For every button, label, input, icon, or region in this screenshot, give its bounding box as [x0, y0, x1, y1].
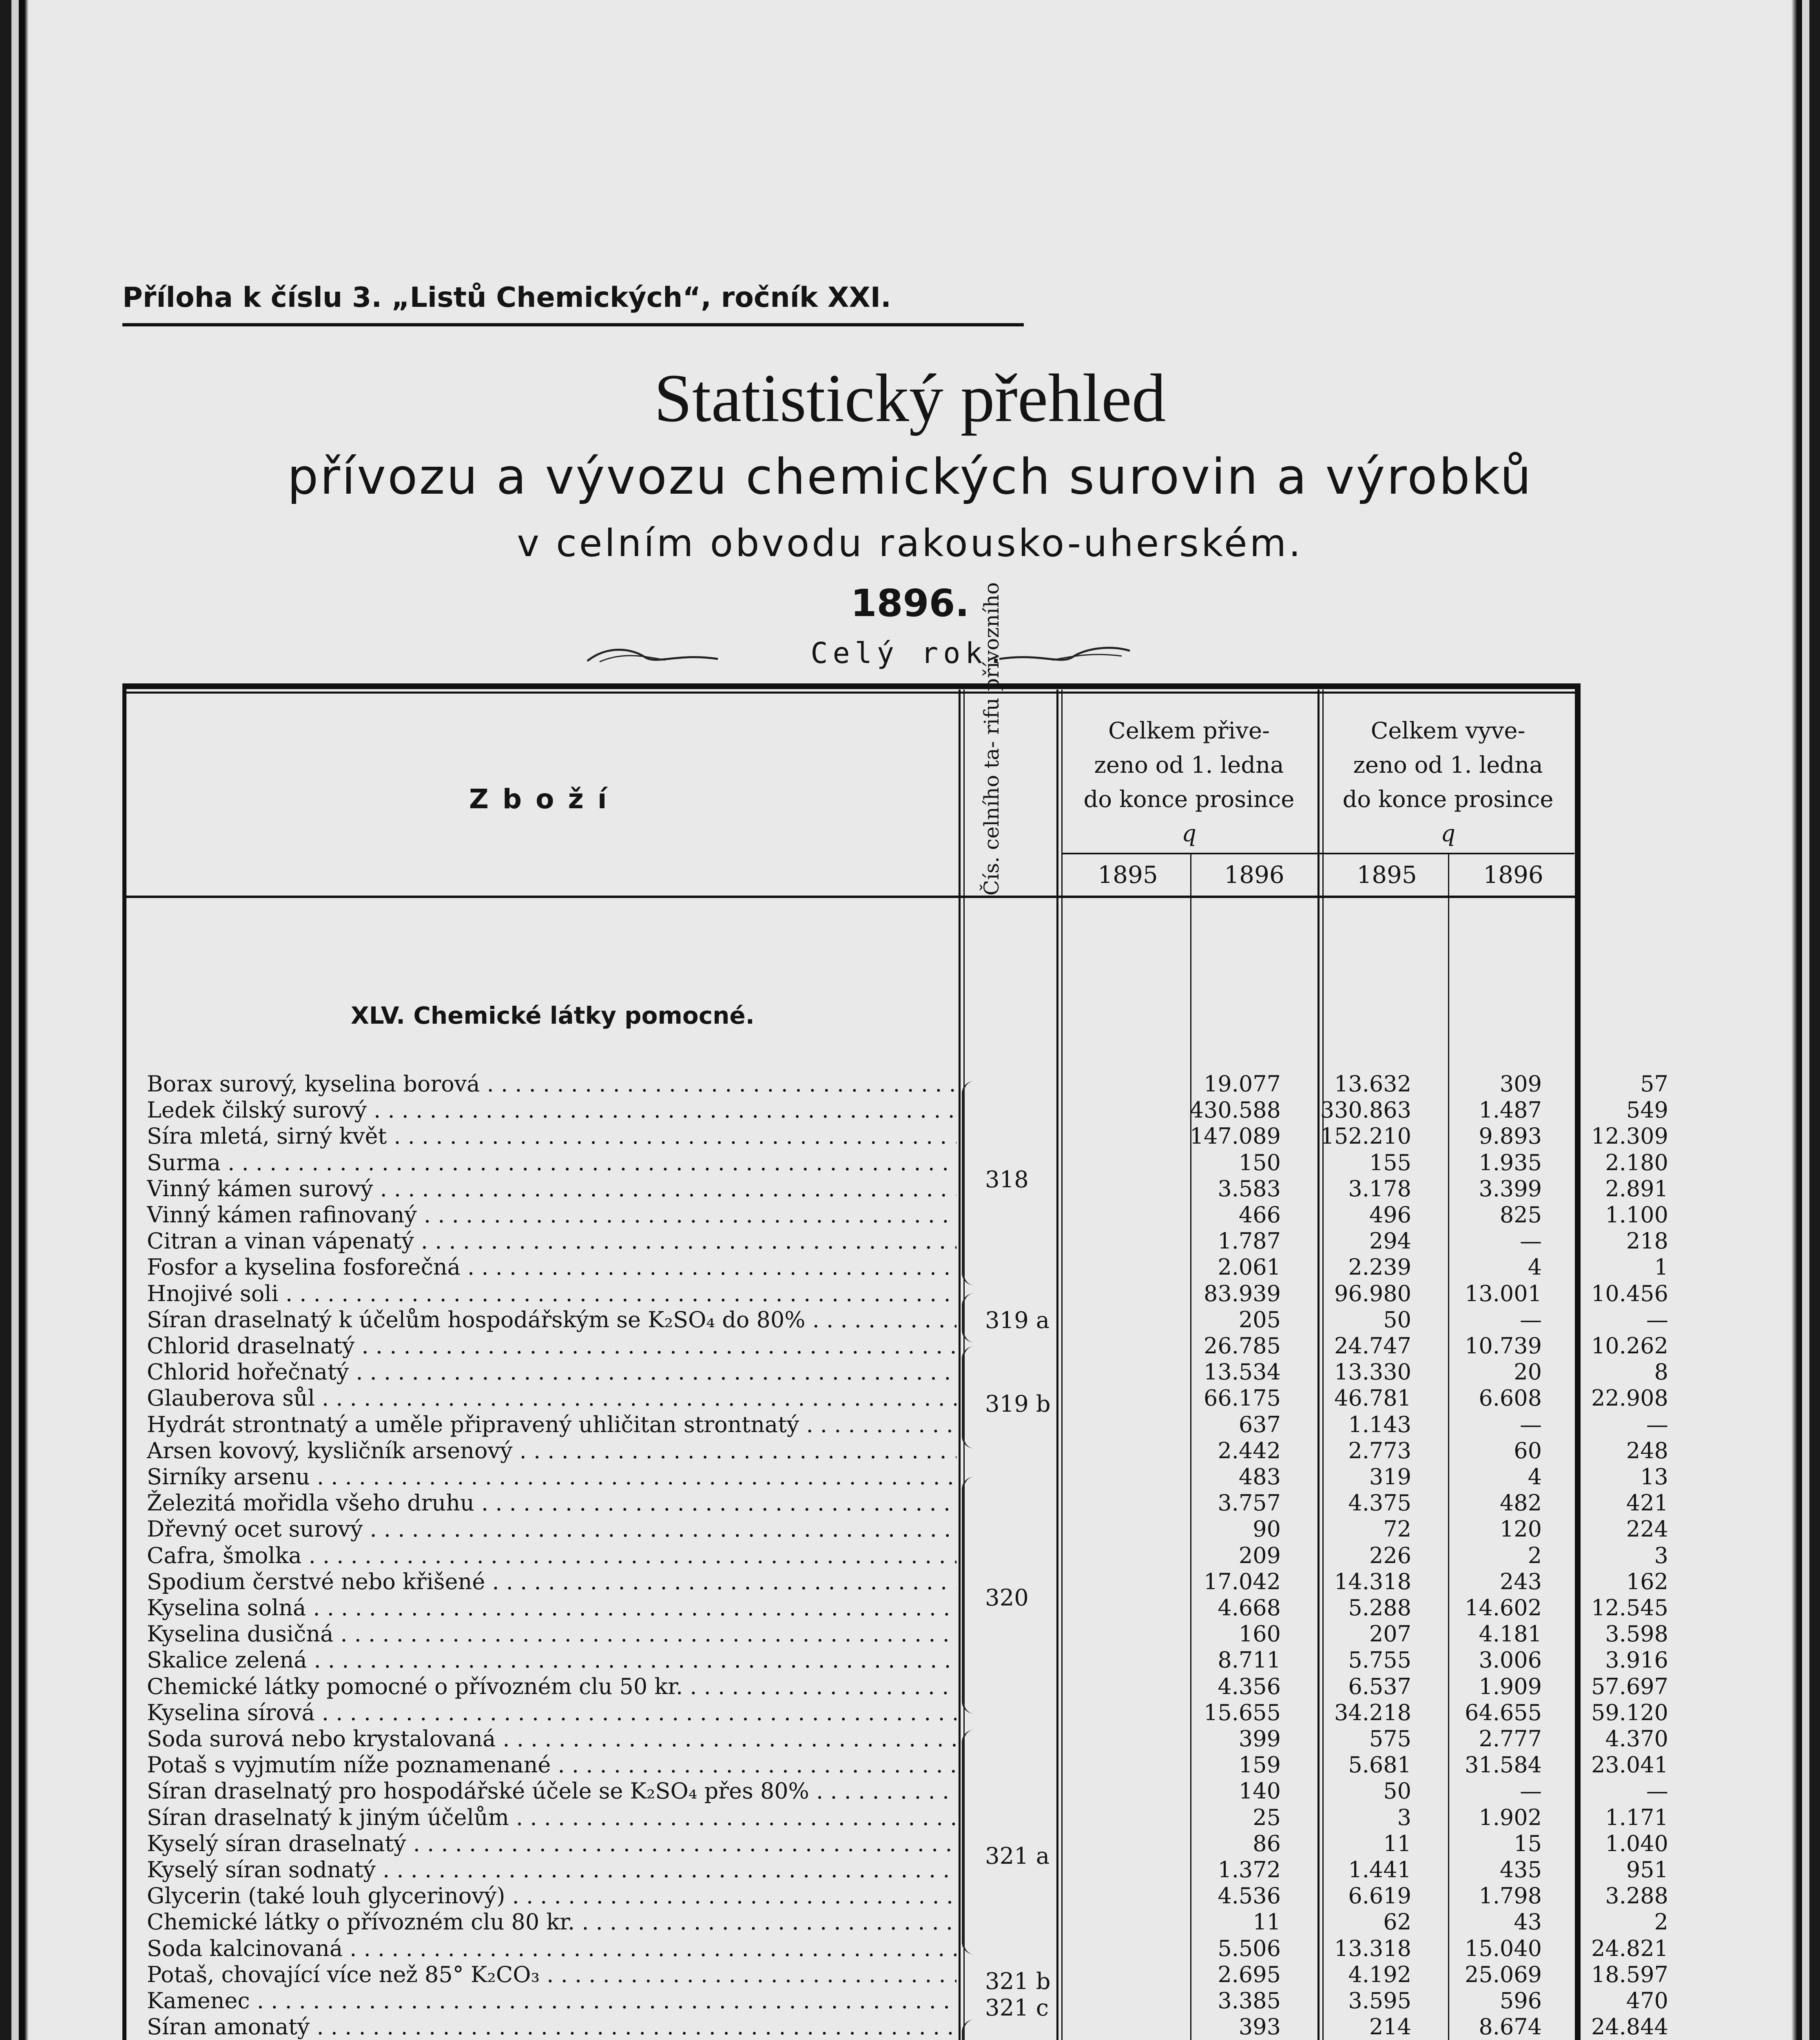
- table-row: [147, 1699, 1668, 1726]
- import-1896-value: 4.375: [1348, 1490, 1411, 1516]
- import-1895-value: 393: [1238, 2014, 1281, 2040]
- import-1895-value: 466: [1238, 1202, 1281, 1228]
- tariff-code: 319 a: [985, 1307, 1050, 1334]
- export-1895-value: 1.798: [1479, 1883, 1542, 1909]
- import-1895-value: 90: [1253, 1516, 1281, 1542]
- export-1896-value: 23.041: [1591, 1752, 1668, 1778]
- goods-name: Chemické látky pomocné o přívozném clu 50 kr. . . .: [147, 1674, 956, 1700]
- import-1896-value: 496: [1369, 1202, 1411, 1228]
- table-row: [147, 1202, 1668, 1228]
- goods-name: Glycerin (také louh glycerinový) . . .: [147, 1883, 956, 1909]
- table-row: [147, 1804, 1668, 1831]
- table-row: [147, 1149, 1668, 1176]
- table-row: [147, 1647, 1668, 1673]
- goods-name: Borax surový, kyselina borová . . .: [147, 1071, 956, 1097]
- import-1896-value: 1.441: [1348, 1857, 1411, 1883]
- table-row: [147, 1830, 1668, 1857]
- import-1895-value: 483: [1238, 1464, 1281, 1490]
- table-row: [147, 1175, 1668, 1202]
- import-1896-value: 24.747: [1334, 1333, 1411, 1359]
- goods-name: Citran a vinan vápenatý . . .: [147, 1228, 956, 1254]
- section-heading: XLV. Chemické látky pomocné.: [351, 1002, 755, 1029]
- export-1895-value: —: [1520, 1306, 1542, 1333]
- export-1895-value: 1.902: [1479, 1804, 1542, 1830]
- table-row: [147, 1359, 1668, 1385]
- import-1896-value: 330.863: [1320, 1097, 1411, 1123]
- import-1895-value: 4.536: [1218, 1883, 1281, 1909]
- import-1896-value: 50: [1383, 1306, 1411, 1333]
- table-row: [147, 1333, 1668, 1359]
- export-1896-value: —: [1646, 1411, 1668, 1437]
- export-1896-value: 951: [1626, 1857, 1668, 1883]
- export-1896-value: 13: [1640, 1464, 1668, 1490]
- export-1895-value: 43: [1514, 1909, 1542, 1935]
- export-1895-value: 4.181: [1479, 1621, 1542, 1647]
- table-row: [147, 1542, 1668, 1569]
- export-1895-value: 243: [1499, 1568, 1542, 1594]
- scan-edge-left: [0, 0, 29, 2040]
- tariff-code: 321 a: [985, 1843, 1050, 1869]
- tariff-code: 321 c: [985, 1995, 1049, 2021]
- import-1895-value: 160: [1238, 1621, 1281, 1647]
- import-1895-value: 66.175: [1204, 1385, 1281, 1411]
- export-1895-value: 4: [1528, 1464, 1542, 1490]
- year: 1896.: [850, 581, 970, 625]
- export-1896-value: 3.916: [1605, 1647, 1668, 1673]
- goods-name: Hydrát strontnatý a uměle připravený uhličitan strontnatý . . .: [147, 1412, 956, 1438]
- goods-name: Kyselina dusičná . . .: [147, 1621, 956, 1647]
- goods-name: Potaš s vyjmutím níže poznamenané . . .: [147, 1752, 956, 1778]
- goods-name: Soda kalcinovaná . . .: [147, 1936, 956, 1962]
- import-1895-value: 159: [1238, 1752, 1281, 1778]
- table-row: [147, 1673, 1668, 1700]
- import-1896-value: 13.330: [1334, 1359, 1411, 1385]
- export-1896-value: 2: [1654, 1909, 1668, 1935]
- goods-name: Kyselý síran sodnatý . . .: [147, 1857, 956, 1883]
- goods-name: Síran amonatý . . .: [147, 2014, 956, 2040]
- table-row: [147, 1909, 1668, 1935]
- supplement-header: Příloha k číslu 3. „Listů Chemických“, ročník XXI.: [122, 282, 891, 314]
- table-row: [147, 1857, 1668, 1883]
- goods-name: Chemické látky o přívozném clu 80 kr. . . .: [147, 1909, 956, 1935]
- ornament-left-icon: [583, 636, 722, 673]
- export-1895-value: 9.893: [1479, 1123, 1542, 1149]
- import-1896-value: 34.218: [1334, 1699, 1411, 1725]
- scan-edge-right: [1791, 0, 1820, 2040]
- import-1895-value: 19.077: [1204, 1071, 1281, 1097]
- export-1896-value: 218: [1626, 1228, 1668, 1254]
- import-1896-value: 5.681: [1348, 1752, 1411, 1778]
- table-row: [147, 1437, 1668, 1464]
- goods-name: Chlorid hořečnatý . . .: [147, 1359, 956, 1385]
- export-1896-value: 1.100: [1605, 1202, 1668, 1228]
- import-1895-value: 83.939: [1204, 1280, 1281, 1306]
- tariff-code: 321 b: [985, 1968, 1051, 1995]
- table-row: [147, 1568, 1668, 1595]
- export-1895-value: —: [1520, 1778, 1542, 1804]
- import-1895-value: 1.787: [1218, 1228, 1281, 1254]
- import-1895-value: 4.356: [1218, 1673, 1281, 1699]
- export-1896-value: 1.171: [1605, 1804, 1668, 1830]
- export-1895-value: 20: [1514, 1359, 1542, 1385]
- export-1896-value: 10.262: [1591, 1333, 1668, 1359]
- import-1895-value: 4.668: [1218, 1595, 1281, 1621]
- export-1895-value: 1.487: [1479, 1097, 1542, 1123]
- import-1896-value: 214: [1369, 2014, 1411, 2040]
- year-export-1895: 1895: [1357, 861, 1417, 889]
- year-import-1896: 1896: [1224, 861, 1284, 889]
- table-row: [147, 1306, 1668, 1333]
- goods-name: Síran draselnatý k jiným účelům . . .: [147, 1805, 956, 1831]
- year-import-1895: 1895: [1098, 861, 1158, 889]
- table-row: [147, 1123, 1668, 1149]
- import-1896-value: 13.632: [1334, 1071, 1411, 1097]
- import-1895-value: 150: [1238, 1149, 1281, 1175]
- goods-name: Kyselý síran draselnatý . . .: [147, 1831, 956, 1857]
- export-1895-value: 8.674: [1479, 2014, 1542, 2040]
- goods-name: Kyselina sírová . . .: [147, 1700, 956, 1726]
- import-1895-value: 5.506: [1218, 1935, 1281, 1961]
- import-1895-value: 205: [1238, 1306, 1281, 1333]
- export-1896-value: —: [1646, 1778, 1668, 1804]
- import-1896-value: 50: [1383, 1778, 1411, 1804]
- import-1896-value: 72: [1383, 1516, 1411, 1542]
- export-1895-value: 2.777: [1479, 1726, 1542, 1752]
- import-1895-value: 1.372: [1218, 1857, 1281, 1883]
- goods-name: Soda surová nebo krystalovaná . . .: [147, 1726, 956, 1752]
- import-1895-value: 2.442: [1218, 1437, 1281, 1463]
- table-row: [147, 1778, 1668, 1804]
- export-1896-value: 2.891: [1605, 1175, 1668, 1202]
- export-1896-value: 24.821: [1591, 1935, 1668, 1961]
- page-title: Statistický přehled: [654, 360, 1166, 436]
- tariff-code: 320: [985, 1585, 1029, 1611]
- import-1896-value: 575: [1369, 1726, 1411, 1752]
- export-1895-value: 4: [1528, 1254, 1542, 1280]
- import-1895-value: 3.757: [1218, 1490, 1281, 1516]
- table-row: [147, 1464, 1668, 1490]
- table-row: [147, 2014, 1668, 2040]
- goods-name: Skalice zelená . . .: [147, 1647, 956, 1673]
- import-1896-value: 226: [1369, 1542, 1411, 1568]
- goods-name: Surma . . .: [147, 1150, 956, 1176]
- table-row: [147, 1883, 1668, 1909]
- import-1895-value: 15.655: [1204, 1699, 1281, 1725]
- goods-name: Dřevný ocet surový . . .: [147, 1516, 956, 1542]
- export-1895-value: 3.399: [1479, 1175, 1542, 1202]
- export-1896-value: 4.370: [1605, 1726, 1668, 1752]
- header-rule: [122, 323, 1024, 326]
- import-1895-value: 637: [1238, 1411, 1281, 1437]
- import-1895-value: 209: [1238, 1542, 1281, 1568]
- import-1896-value: 14.318: [1334, 1568, 1411, 1594]
- import-1895-value: 11: [1253, 1909, 1281, 1935]
- years-rule: [1063, 853, 1574, 854]
- export-1895-value: 15.040: [1465, 1935, 1542, 1961]
- table-header-rule: [126, 896, 1576, 898]
- table-row: [147, 1411, 1668, 1438]
- table-row: [147, 1935, 1668, 1962]
- goods-name: Hnojivé soli . . .: [147, 1281, 956, 1307]
- period-label: Celý rok.: [810, 636, 1010, 670]
- export-header: Celkem vyve- zeno od 1. ledna do konce prosince q: [1342, 718, 1554, 847]
- goods-name: Vinný kámen surový . . .: [147, 1176, 956, 1202]
- import-1896-value: 1.143: [1348, 1411, 1411, 1437]
- table-row: [147, 1254, 1668, 1280]
- goods-name: Kyselina solná . . .: [147, 1595, 956, 1621]
- import-1896-value: 2.239: [1348, 1254, 1411, 1280]
- export-1896-value: 162: [1626, 1568, 1668, 1594]
- export-1896-value: 224: [1626, 1516, 1668, 1542]
- import-1895-value: 17.042: [1204, 1568, 1281, 1594]
- import-1895-value: 8.711: [1218, 1647, 1281, 1673]
- table-row: [147, 1961, 1668, 1988]
- export-1895-value: 120: [1499, 1516, 1542, 1542]
- import-1896-value: 3: [1397, 1804, 1411, 1830]
- export-1895-value: 31.584: [1465, 1752, 1542, 1778]
- import-1896-value: 13.318: [1334, 1935, 1411, 1961]
- import-1896-value: 11: [1383, 1830, 1411, 1856]
- export-1896-value: 3: [1654, 1542, 1668, 1568]
- import-1895-value: 25: [1253, 1804, 1281, 1830]
- goods-name: Kamenec . . .: [147, 1988, 956, 2014]
- import-1895-value: 3.583: [1218, 1175, 1281, 1202]
- export-1896-value: 248: [1626, 1437, 1668, 1463]
- import-1896-value: 62: [1383, 1909, 1411, 1935]
- goods-name: Arsen kovový, kysličník arsenový . . .: [147, 1438, 956, 1464]
- import-1895-value: 2.695: [1218, 1961, 1281, 1987]
- tariff-code: 318: [985, 1166, 1029, 1193]
- export-1895-value: 60: [1514, 1437, 1542, 1463]
- goods-name: Chlorid draselnatý . . .: [147, 1333, 956, 1359]
- goods-name: Cafra, šmolka . . .: [147, 1543, 956, 1569]
- import-1895-value: 399: [1238, 1726, 1281, 1752]
- goods-name: Vinný kámen rafinovaný . . .: [147, 1202, 956, 1228]
- table-row: [147, 1595, 1668, 1621]
- table-inner-top-rule: [126, 692, 1576, 694]
- table-row: [147, 1385, 1668, 1411]
- table-row: [147, 1097, 1668, 1123]
- table-row: [147, 1071, 1668, 1097]
- export-1895-value: 1.935: [1479, 1149, 1542, 1175]
- table-row: [147, 1516, 1668, 1542]
- import-1895-value: 13.534: [1204, 1359, 1281, 1385]
- export-1896-value: 3.598: [1605, 1621, 1668, 1647]
- import-1896-value: 5.755: [1348, 1647, 1411, 1673]
- export-1896-value: 18.597: [1591, 1961, 1668, 1987]
- import-1895-value: 3.385: [1218, 1988, 1281, 2013]
- export-1896-value: 8: [1654, 1359, 1668, 1385]
- goods-name: Fosfor a kyselina fosforečná . . .: [147, 1254, 956, 1280]
- goods-name: Síran draselnatý pro hospodářské účele se K₂SO₄ přes 80% . . .: [147, 1778, 956, 1804]
- import-1896-value: 96.980: [1334, 1280, 1411, 1306]
- export-1895-value: 825: [1499, 1202, 1542, 1228]
- import-1896-value: 6.619: [1348, 1883, 1411, 1909]
- export-1896-value: 421: [1626, 1490, 1668, 1516]
- goods-name: Síra mletá, sirný květ . . .: [147, 1123, 956, 1149]
- export-1896-value: 24.844: [1591, 2014, 1668, 2040]
- import-1896-value: 207: [1369, 1621, 1411, 1647]
- export-1895-value: 10.739: [1465, 1333, 1542, 1359]
- export-1895-value: 2: [1528, 1542, 1542, 1568]
- tariff-code: 319 b: [985, 1391, 1051, 1417]
- goods-name: Síran draselnatý k účelům hospodářským se K₂SO₄ do 80% . . .: [147, 1307, 956, 1333]
- import-1896-value: 6.537: [1348, 1673, 1411, 1699]
- export-1895-value: 6.608: [1479, 1385, 1542, 1411]
- export-1895-value: 435: [1499, 1857, 1542, 1883]
- export-1895-value: 3.006: [1479, 1647, 1542, 1673]
- export-1896-value: 12.309: [1591, 1123, 1668, 1149]
- ornament-right-icon: [995, 636, 1134, 673]
- export-1895-value: 14.602: [1465, 1595, 1542, 1621]
- export-1895-value: 1.909: [1479, 1673, 1542, 1699]
- goods-name: Glauberova sůl . . .: [147, 1385, 956, 1411]
- import-1895-value: 140: [1238, 1778, 1281, 1804]
- export-1896-value: 549: [1626, 1097, 1668, 1123]
- import-1896-value: 3.178: [1348, 1175, 1411, 1202]
- export-1896-value: 57.697: [1591, 1673, 1668, 1699]
- table-row: [147, 1988, 1668, 2014]
- table-row: [147, 1621, 1668, 1647]
- goods-name: Železitá mořidla všeho druhu . . .: [147, 1490, 956, 1516]
- import-1896-value: 155: [1369, 1149, 1411, 1175]
- export-1895-value: 309: [1499, 1071, 1542, 1097]
- export-1896-value: 2.180: [1605, 1149, 1668, 1175]
- goods-name: Potaš, chovající více než 85° K₂CO₃ . . .: [147, 1962, 956, 1988]
- table-row: [147, 1280, 1668, 1307]
- page-subtitle-2: v celním obvodu rakousko-uherském.: [517, 521, 1303, 565]
- table-row: [147, 1490, 1668, 1516]
- goods-name: Sirníky arsenu . . .: [147, 1464, 956, 1490]
- import-1896-value: 2.773: [1348, 1437, 1411, 1463]
- export-1895-value: —: [1520, 1411, 1542, 1437]
- import-1895-value: 430.588: [1189, 1097, 1281, 1123]
- table-row: [147, 1726, 1668, 1752]
- import-1895-value: 147.089: [1189, 1123, 1281, 1149]
- goods-name: Ledek čilský surový . . .: [147, 1097, 956, 1123]
- import-1896-value: 319: [1369, 1464, 1411, 1490]
- year-export-1896: 1896: [1483, 861, 1543, 889]
- export-1895-value: —: [1520, 1228, 1542, 1254]
- table-row: [147, 1752, 1668, 1778]
- export-1896-value: 12.545: [1591, 1595, 1668, 1621]
- import-1896-value: 294: [1369, 1228, 1411, 1254]
- export-1896-value: 57: [1640, 1071, 1668, 1097]
- import-1896-value: 5.288: [1348, 1595, 1411, 1621]
- import-header: Celkem přive- zeno od 1. ledna do konce prosince q: [1083, 718, 1295, 847]
- tariff-column-header: Čís. celního ta- rifu přívozního: [980, 582, 1003, 896]
- export-1895-value: 13.001: [1465, 1280, 1542, 1306]
- import-1895-value: 2.061: [1218, 1254, 1281, 1280]
- export-1896-value: 59.120: [1591, 1699, 1668, 1725]
- goods-name: Spodium čerstvé nebo křišené . . .: [147, 1569, 956, 1595]
- page-subtitle-1: přívozu a vývozu chemických surovin a výrobků: [287, 449, 1533, 506]
- import-1896-value: 152.210: [1320, 1123, 1411, 1149]
- import-1895-value: 86: [1253, 1830, 1281, 1856]
- export-1895-value: 15: [1514, 1830, 1542, 1856]
- import-1895-value: 26.785: [1204, 1333, 1281, 1359]
- export-1896-value: —: [1646, 1306, 1668, 1333]
- export-1895-value: 64.655: [1465, 1699, 1542, 1725]
- export-1896-value: 3.288: [1605, 1883, 1668, 1909]
- table-row: [147, 1228, 1668, 1254]
- import-1896-value: 46.781: [1334, 1385, 1411, 1411]
- export-1896-value: 10.456: [1591, 1280, 1668, 1306]
- import-1896-value: 4.192: [1348, 1961, 1411, 1987]
- export-1896-value: 22.908: [1591, 1385, 1668, 1411]
- export-1896-value: 1.040: [1605, 1830, 1668, 1856]
- export-1896-value: 470: [1626, 1988, 1668, 2013]
- export-1895-value: 25.069: [1465, 1961, 1542, 1987]
- export-1895-value: 482: [1499, 1490, 1542, 1516]
- import-1896-value: 3.595: [1348, 1988, 1411, 2013]
- export-1896-value: 1: [1654, 1254, 1668, 1280]
- export-1895-value: 596: [1499, 1988, 1542, 2013]
- goods-column-header: Zboží: [469, 783, 621, 815]
